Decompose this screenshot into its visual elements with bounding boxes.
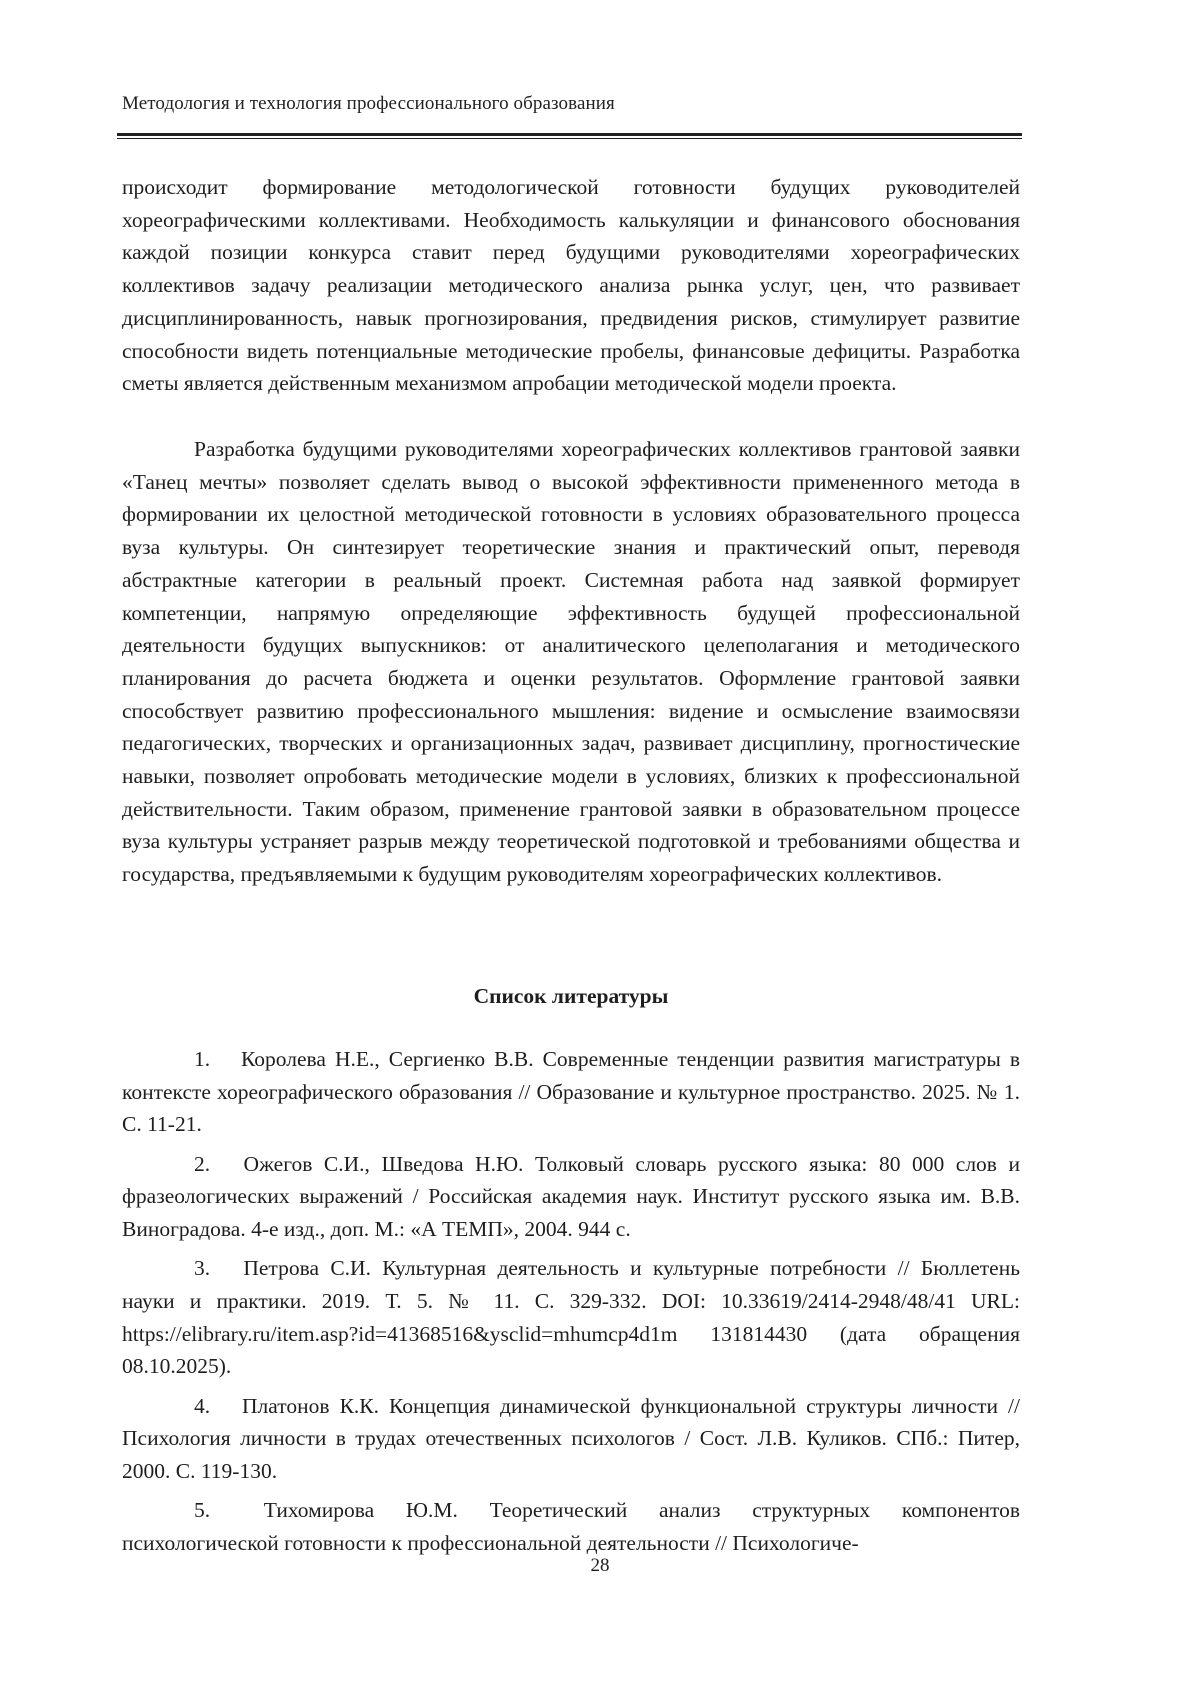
reference-number: 1. xyxy=(194,1047,211,1071)
reference-text: Платонов К.К. Концепция динамической функциональной структуры личности // Психология личности в трудах отечественных психологов / Сост. Л.В. Куликов. СПб.: Питер, 2000. С. 119-130. xyxy=(122,1393,1020,1483)
reference-item xyxy=(122,1043,1020,1141)
running-header: Методология и технология профессионального образования xyxy=(122,93,615,114)
paragraph-text: Разработка будущими руководителями хореографических коллективов грантовой заявки «Танец мечты» позволяет сделать вывод о высокой эффективности примененного метода в формировании их целостной методической готовности в условиях образовательного процесса вуза культуры. Он синтезирует теоретические знания и практический опыт, переводя абстрактные категории в реальный проект. Системная работа над заявкой формирует компетенции, напрямую определяющие эффективность будущей профессиональной деятельности будущих выпускников: от аналитического целеполагания и методического планирования до расчета бюджета и оценки результатов. Оформление грантовой заявки способствует развитию профессионального мышления: видение и осмысление взаимосвязи педагогических, творческих и организационных задач, развивает дисциплину, прогностические навыки, позволяет опробовать методические модели в условиях, близких к профессиональной действительности. Таким образом, применение грантовой заявки в образовательном процессе вуза культуры устраняет разрыв между теоретической подготовкой и требованиями общества и государства, предъявляемыми к будущим руководителям хореографических коллективов. xyxy=(122,437,1020,887)
header-rule xyxy=(117,133,1022,136)
reference-number: 4. xyxy=(194,1393,211,1418)
reference-number: 3. xyxy=(194,1256,211,1281)
reference-text: Петрова С.И. Культурная деятельность и культурные потребности // Бюллетень науки и практики. 2019. Т. 5. № 11. С. 329-332. DOI: 10.33619/2414-2948/48/41 URL: https://elibrary.ru/item.asp?id=41368516&ysclid=mhumcp4d1m 131814430 (дата обращения 08.10.2025). xyxy=(122,1256,1021,1379)
reference-text: Ожегов С.И., Шведова Н.Ю. Толковый словарь русского языка: 80 000 слов и фразеологических выражений / Российская академия наук. Институт русского языка им. В.В. Виноградова. 4-е изд., доп. М.: «А ТЕМП», 2004. 944 с. xyxy=(122,1151,1020,1242)
reference-text: Тихомирова Ю.М. Теоретический анализ структурных компонентов психологической готовности к профессиональной деятельности // Психологиче- xyxy=(122,1498,1020,1555)
body-paragraph-continued xyxy=(122,171,1020,400)
reference-item xyxy=(122,1390,1020,1488)
page-number: 28 xyxy=(590,1555,610,1576)
reference-number: 5. xyxy=(194,1498,211,1523)
reference-item xyxy=(122,1252,1020,1383)
reference-number: 2. xyxy=(194,1151,211,1176)
reference-item xyxy=(122,1494,1020,1559)
reference-text: Королева Н.Е., Сергиенко В.В. Современные тенденции развития магистратуры в контексте хореографического образования // Образование и культурное пространство. 2025. № 1. С. 11-21. xyxy=(122,1047,1020,1137)
reference-item xyxy=(122,1148,1020,1246)
header-rule-thin xyxy=(117,138,1022,139)
references-heading: Список литературы xyxy=(473,984,669,1008)
references-list xyxy=(122,1043,1020,1566)
body-paragraph xyxy=(122,433,1020,891)
paragraph-text: происходит формирование методологической готовности будущих руководителей хореографическими коллективами. Необходимость калькуляции и финансового обоснования каждой позиции конкурса ставит перед будущими руководителями хореографических коллективов задачу реализации методического анализа рынка услуг, цен, что развивает дисциплинированность, навык прогнозирования, предвидения рисков, стимулирует развитие способности видеть потенциальные методические пробелы, финансовые дефициты. Разработка сметы является действенным механизмом апробации методической модели проекта. xyxy=(122,175,1020,396)
